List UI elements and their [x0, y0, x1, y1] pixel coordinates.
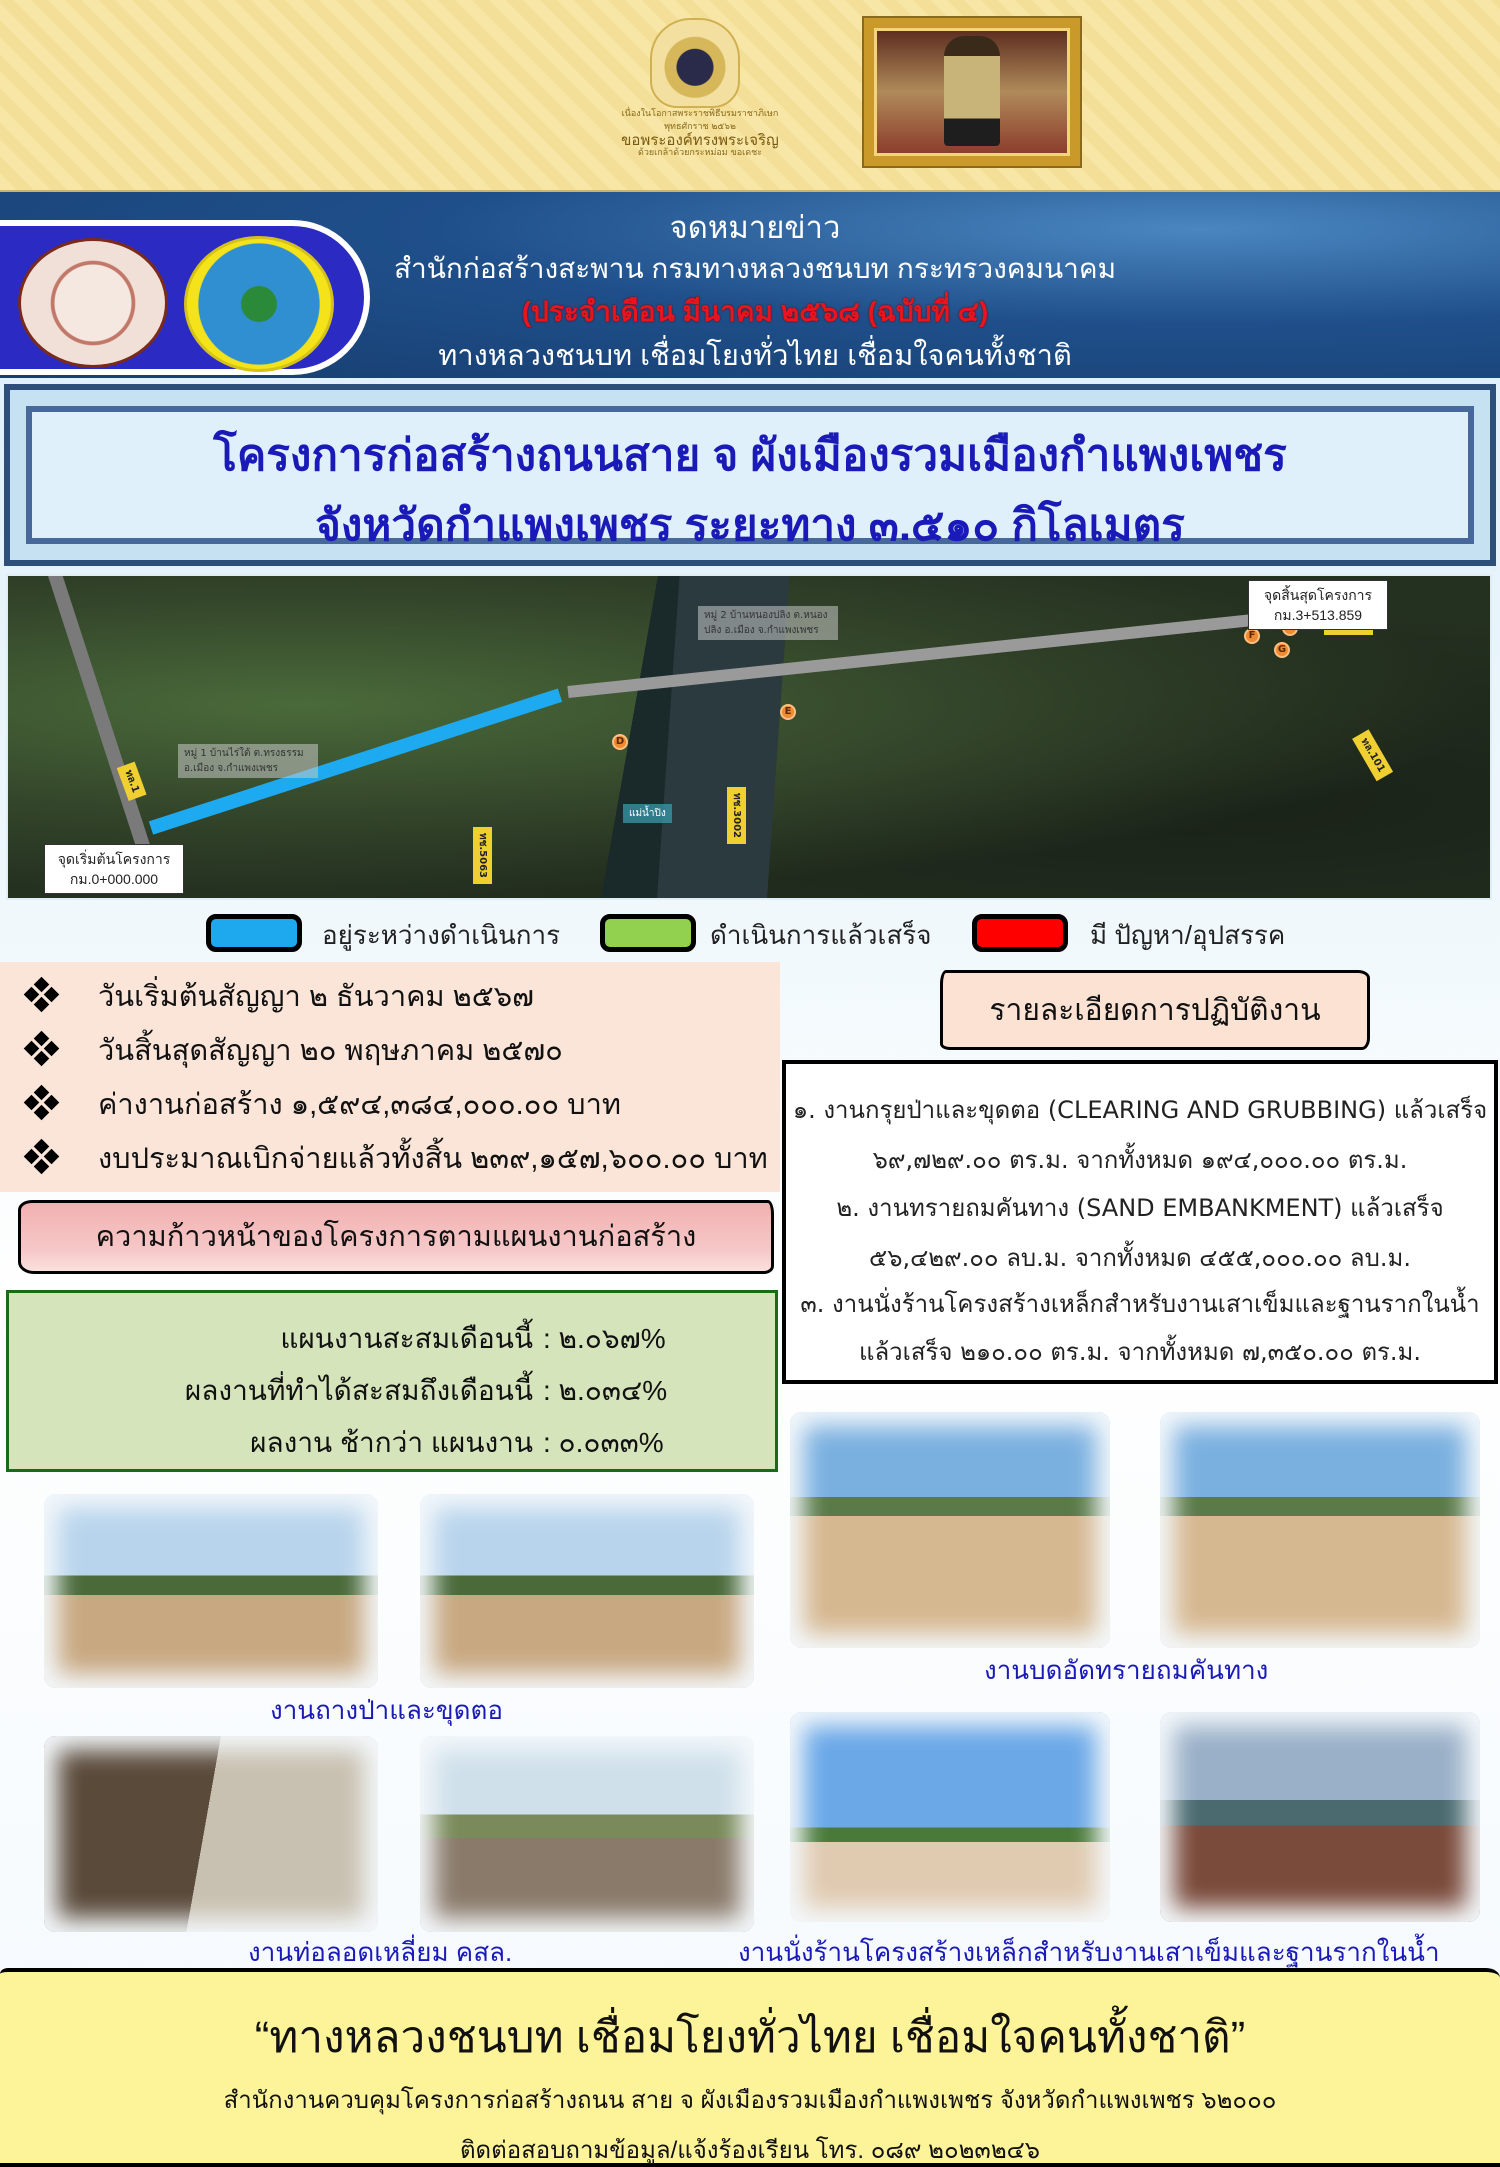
status-legend	[0, 910, 1500, 960]
work-details-header: รายละเอียดการปฏิบัติงาน	[940, 970, 1370, 1050]
road-sign-2: ทช.5063	[473, 827, 492, 884]
royal-caption-sub: ด้วยเกล้าด้วยกระหม่อม ขอเดชะ	[637, 148, 763, 158]
header-slogan: ทางหลวงชนบท เชื่อมโยงทั่วไทย เชื่อมใจคนทั้งชาติ	[438, 340, 1072, 372]
detail-line: ๓. งานนั่งร้านโครงสร้างเหล็กสำหรับงานเสาเข็มและฐานรากในน้ำ	[800, 1290, 1480, 1318]
caption-scaffold: งานนั่งร้านโครงสร้างเหล็กสำหรับงานเสาเข็มและฐานรากในน้ำ	[738, 1937, 1440, 1967]
contract-item	[22, 970, 534, 1022]
contract-end-date: วันสิ้นสุดสัญญา ๒๐ พฤษภาคม ๒๕๗๐	[98, 1035, 563, 1067]
legend-swatch-completed	[600, 914, 696, 952]
newsletter-title: จดหมายข่าว	[669, 210, 841, 245]
diamond-bullet-icon	[22, 979, 62, 1013]
progress-label: ผลงาน ช้ากว่า แผนงาน	[250, 1427, 533, 1458]
progress-value: : ๐.๐๓๓%	[543, 1427, 664, 1458]
detail-line: แล้วเสร็จ ๒๑๐.๐๐ ตร.ม. จากทั้งหมด ๗,๓๕๐.๐๐ ตร.ม.	[859, 1338, 1421, 1366]
detail-line: ๕๖,๔๒๙.๐๐ ลบ.ม. จากทั้งหมด ๔๕๕,๐๐๐.๐๐ ลบ.ม.	[869, 1244, 1411, 1272]
map-marker-d: D	[612, 734, 628, 750]
road-sign-3: ทช.3002	[727, 787, 746, 844]
royal-caption-small: เนื่องในโอกาสพระราชพิธีบรมราชาภิเษก พุทธศักราช ๒๕๖๒	[621, 109, 779, 132]
caption-culvert: งานท่อลอดเหลี่ยม คสล.	[248, 1937, 513, 1967]
end-label-title: จุดสิ้นสุดโครงการ	[1263, 587, 1373, 603]
detail-line: ๒. งานทรายถมคันทาง (SAND EMBANKMENT) แล้วเสร็จ	[836, 1194, 1444, 1222]
legend-swatch-in-progress	[206, 914, 302, 952]
diamond-bullet-icon	[22, 1033, 62, 1067]
progress-value: : ๒.๐๓๔%	[543, 1375, 668, 1406]
issue-info: (ประจำเดือน มีนาคม ๒๕๖๘ (ฉบับที่ ๔)	[521, 296, 989, 327]
royal-emblem-icon	[650, 18, 740, 108]
village-label-2: หมู่ 2 บ้านหนองปลิง ต.หนองปลิง อ.เมือง จ.กำแพงเพชร	[698, 606, 838, 640]
detail-line: ๑. งานกรุยป่าและขุดตอ (CLEARING AND GRUBBING) แล้วเสร็จ	[792, 1096, 1488, 1124]
village-label-1: หมู่ 1 บ้านไร่ใต้ ต.ทรงธรรม อ.เมือง จ.กำแพงเพชร	[178, 744, 318, 778]
river-label: แม่น้ำปิง	[623, 804, 672, 823]
newsletter-header	[0, 192, 1500, 378]
footer-banner	[0, 1968, 1500, 2167]
footer-office-address: สำนักงานควบคุมโครงการก่อสร้างถนน สาย จ ผังเมืองรวมเมืองกำแพงเพชร จังหวัดกำแพงเพชร ๖๒๐๐๐	[223, 2087, 1277, 2114]
royal-caption-main: ขอพระองค์ทรงพระเจริญ	[621, 131, 779, 149]
photo-culvert-2	[420, 1736, 754, 1932]
map-marker-g: G	[1274, 642, 1290, 658]
contract-item	[22, 1078, 621, 1130]
map-marker-e: E	[780, 704, 796, 720]
king-portrait-image	[864, 18, 1080, 166]
progress-label: แผนงานสะสมเดือนนี้	[280, 1323, 533, 1354]
photo-scaffold-2	[1160, 1712, 1480, 1922]
project-title-box	[4, 384, 1496, 566]
contract-start-date: วันเริ่มต้นสัญญา ๒ ธันวาคม ๒๕๖๗	[98, 981, 534, 1013]
start-label-station: กม.0+000.000	[69, 871, 159, 887]
construction-cost: ค่างานก่อสร้าง ๑,๕๙๔,๓๘๔,๐๐๐.๐๐ บาท	[98, 1089, 621, 1121]
caption-compaction: งานบดอัดทรายถมคันทาง	[984, 1655, 1269, 1685]
royal-banner	[0, 0, 1500, 192]
road-sign-1: ทล.1	[117, 762, 147, 802]
highway-road	[48, 574, 163, 890]
ministry-seal-icon	[18, 238, 168, 368]
road-sign-5: ทล.101	[1352, 729, 1393, 781]
diamond-bullet-icon	[22, 1141, 62, 1175]
map-end-label	[1248, 580, 1388, 630]
progress-row-delay	[9, 1421, 775, 1473]
detail-line: ๖๙,๗๒๙.๐๐ ตร.ม. จากทั้งหมด ๑๙๔,๐๐๐.๐๐ ตร.ม.	[872, 1146, 1408, 1174]
progress-label: ผลงานที่ทำได้สะสมถึงเดือนนี้	[184, 1375, 533, 1406]
footer-contact-phone: ติดต่อสอบถามข้อมูล/แจ้งร้องเรียน โทร. ๐๘๙ ๒๐๒๓๒๔๖	[459, 2137, 1041, 2164]
budget-disbursed: งบประมาณเบิกจ่ายแล้วทั้งสิ้น ๒๓๙,๑๕๗,๖๐๐.๐๐ บาท	[98, 1143, 768, 1175]
king-figure	[944, 36, 1000, 146]
work-details-box	[782, 1060, 1498, 1384]
legend-label-problem: มี ปัญหา/อุปสรรค	[1090, 920, 1286, 950]
map-start-label	[44, 844, 184, 894]
caption-clearing: งานถางป่าและขุดตอ	[270, 1695, 504, 1725]
contract-item	[22, 1024, 563, 1076]
photo-scaffold-1	[790, 1712, 1110, 1922]
contract-item	[22, 1132, 768, 1184]
photo-clearing-1	[44, 1494, 378, 1688]
progress-box	[6, 1290, 778, 1472]
progress-value: : ๒.๐๖๗%	[543, 1323, 666, 1354]
start-label-title: จุดเริ่มต้นโครงการ	[57, 851, 171, 867]
progress-row-plan	[9, 1317, 775, 1369]
project-map	[6, 574, 1492, 900]
legend-label-in-progress: อยู่ระหว่างดำเนินการ	[322, 920, 561, 950]
map-marker-f: F	[1244, 628, 1260, 644]
project-location-distance: จังหวัดกำแพงเพชร ระยะทาง ๓.๕๑๐ กิโลเมตร	[315, 501, 1185, 550]
project-title: โครงการก่อสร้างถนนสาย จ ผังเมืองรวมเมืองกำแพงเพชร	[213, 431, 1287, 480]
legend-swatch-problem	[972, 914, 1068, 952]
photo-clearing-2	[420, 1494, 754, 1688]
legend-label-completed: ดำเนินการแล้วเสร็จ	[710, 920, 932, 950]
diamond-bullet-icon	[22, 1087, 62, 1121]
agency-name: สำนักก่อสร้างสะพาน กรมทางหลวงชนบท กระทรวงคมนาคม	[393, 253, 1117, 284]
contract-info-panel	[0, 962, 780, 1192]
end-label-station: กม.3+513.859	[1273, 607, 1363, 623]
footer-slogan: “ทางหลวงชนบท เชื่อมโยงทั่วไทย เชื่อมใจคนทั้งชาติ”	[254, 2013, 1246, 2062]
photo-compaction-2	[1160, 1412, 1480, 1648]
royal-caption	[600, 108, 800, 160]
progress-row-actual	[9, 1369, 775, 1421]
photo-compaction-1	[790, 1412, 1110, 1648]
photo-culvert-1	[44, 1736, 378, 1932]
progress-header: ความก้าวหน้าของโครงการตามแผนงานก่อสร้าง	[18, 1200, 774, 1274]
